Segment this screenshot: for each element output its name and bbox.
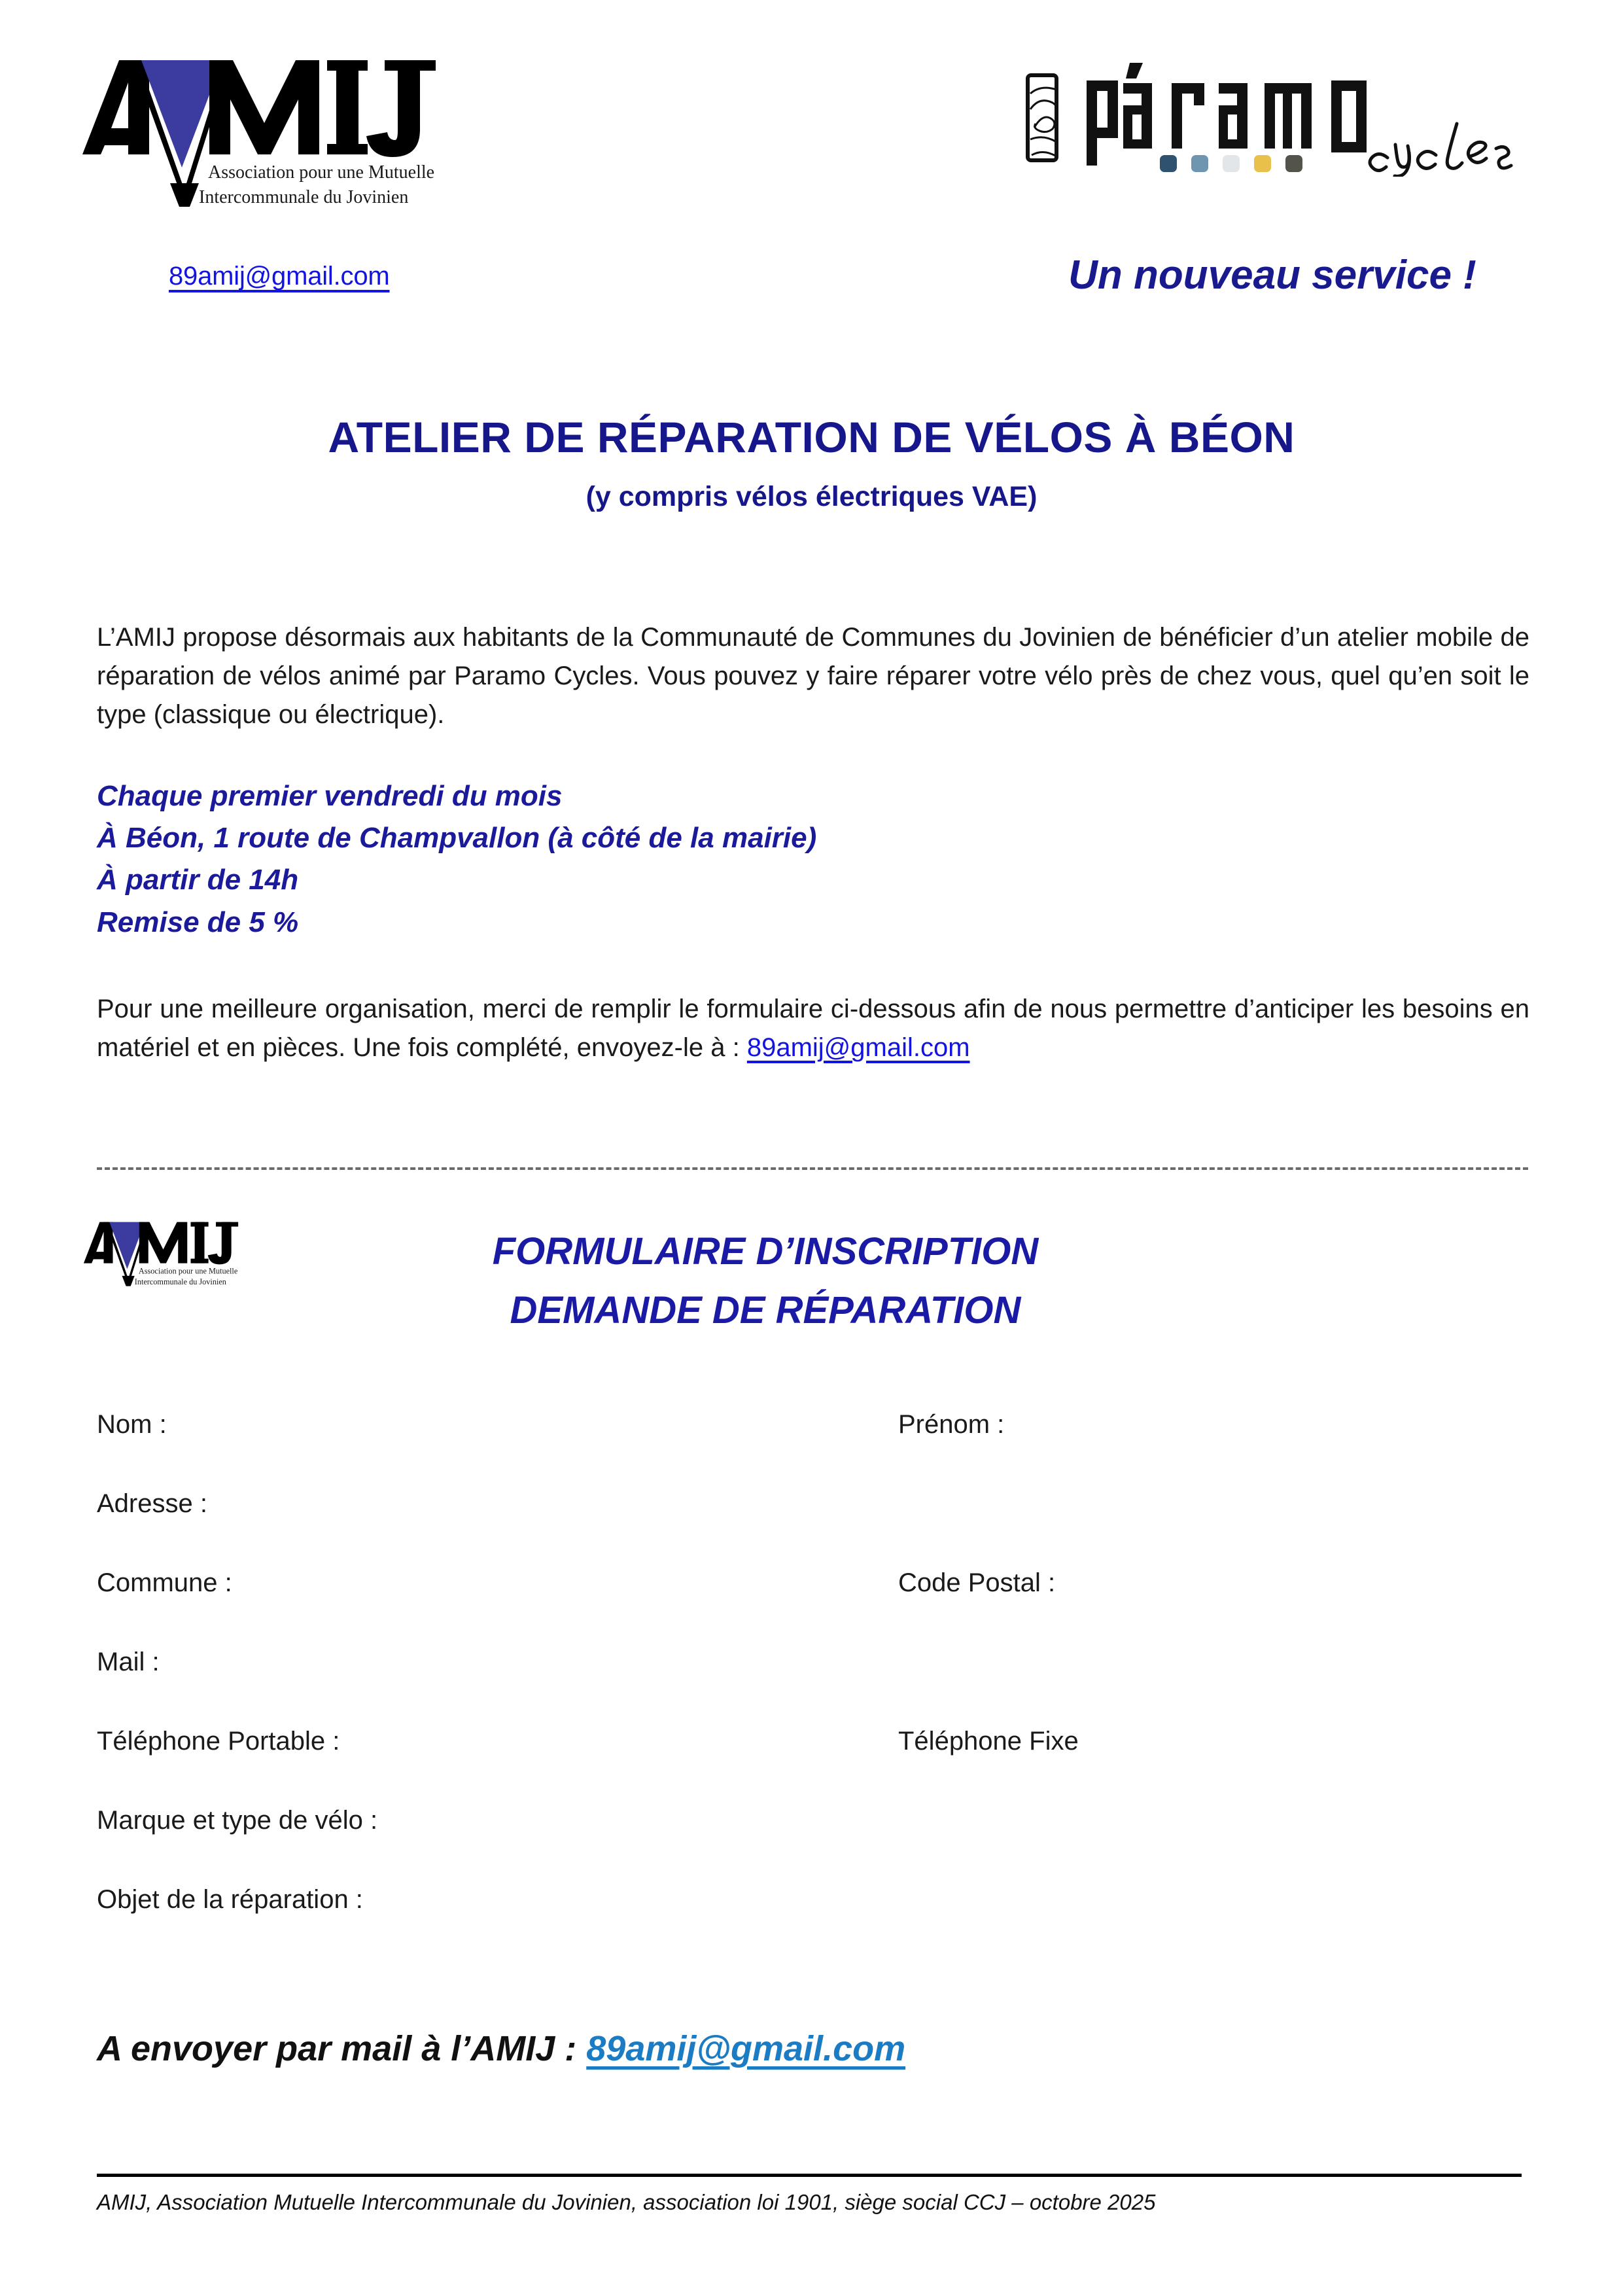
form-instructions xyxy=(97,990,1529,1067)
amij-logo-small-graphic xyxy=(79,1209,262,1296)
amij-small-tagline-line1: Association pour une Mutuelle xyxy=(138,1266,238,1276)
amij-small-tagline-line2: Intercommunale du Jovinien xyxy=(134,1277,226,1286)
closing-instruction-text: A envoyer par mail à l’AMIJ : xyxy=(97,2029,587,2068)
highlight-discount: Remise de 5 % xyxy=(97,906,299,938)
form-heading-line2: DEMANDE DE RÉPARATION xyxy=(510,1288,1021,1332)
form-row-telephone xyxy=(97,1727,1529,1806)
amij-tagline-line1: Association pour une Mutuelle xyxy=(208,162,435,183)
form-heading xyxy=(406,1222,1125,1340)
paramo-dot-5 xyxy=(1285,155,1302,172)
form-row-objet-reparation xyxy=(97,1885,1529,1964)
label-code-postal: Code Postal : xyxy=(898,1568,1056,1597)
amij-logo-small xyxy=(79,1209,262,1296)
highlight-location: À Béon, 1 route de Champvallon (à côté de la mairie) xyxy=(97,822,817,855)
form-row-nom xyxy=(97,1410,1529,1489)
amij-logo-graphic xyxy=(71,31,489,228)
paramo-dot-2 xyxy=(1191,155,1208,172)
amij-logo xyxy=(71,31,489,228)
label-mail: Mail : xyxy=(97,1648,160,1676)
footer-legal-text: AMIJ, Association Mutuelle Intercommunale du Jovinien, association loi 1901, siège social CCJ – octobre 2025 xyxy=(97,2190,1156,2214)
registration-form-fields xyxy=(97,1410,1529,1964)
header-email-link[interactable]: 89amij@gmail.com xyxy=(169,262,390,291)
label-objet-reparation: Objet de la réparation : xyxy=(97,1885,363,1914)
label-nom: Nom : xyxy=(97,1410,167,1439)
footer-divider xyxy=(97,2174,1522,2177)
label-telephone-portable: Téléphone Portable : xyxy=(97,1727,340,1756)
form-row-commune xyxy=(97,1568,1529,1648)
paramo-dot-4 xyxy=(1254,155,1271,172)
form-row-mail xyxy=(97,1648,1529,1727)
label-telephone-fixe: Téléphone Fixe xyxy=(898,1727,1079,1756)
form-row-adresse xyxy=(97,1489,1529,1568)
label-commune: Commune : xyxy=(97,1568,232,1597)
form-instructions-email-link[interactable]: 89amij@gmail.com xyxy=(746,1033,970,1063)
label-adresse: Adresse : xyxy=(97,1489,207,1518)
page-title: ATELIER DE RÉPARATION DE VÉLOS À BÉON xyxy=(328,413,1295,461)
new-service-headline: Un nouveau service ! xyxy=(1068,253,1476,298)
tear-off-divider xyxy=(97,1167,1528,1170)
paramo-letter-m xyxy=(1265,83,1312,149)
label-prenom: Prénom : xyxy=(898,1410,1005,1439)
form-row-marque-velo xyxy=(97,1806,1529,1885)
page-subtitle: (y compris vélos électriques VAE) xyxy=(585,481,1038,512)
form-instructions-text: Pour une meilleure organisation, merci de remplir le formulaire ci-dessous afin de nous permettre d’anticiper les besoins en matériel et en pièces. Une fois complété, envoyez-le à : xyxy=(97,995,1529,1063)
paramo-dot-3 xyxy=(1223,155,1240,172)
closing-email-link[interactable]: 89amij@gmail.com xyxy=(586,2029,906,2068)
paramo-logo-graphic xyxy=(1024,56,1541,177)
closing-instruction xyxy=(97,2028,905,2069)
intro-paragraph: L’AMIJ propose désormais aux habitants de la Communauté de Communes du Jovinien de bénéficier d’un atelier mobile de réparation de vélos animé par Paramo Cycles. Vous pouvez y faire réparer votre vélo près de chez vous, quel qu’en soit le type (classique ou électrique). xyxy=(97,623,1529,730)
paramo-cycles-logo xyxy=(1024,56,1541,177)
paramo-dot-1 xyxy=(1160,155,1177,172)
schedule-highlights xyxy=(97,775,1209,944)
highlight-frequency: Chaque premier vendredi du mois xyxy=(97,780,563,812)
label-marque-type-velo: Marque et type de vélo : xyxy=(97,1806,378,1835)
form-heading-line1: FORMULAIRE D’INSCRIPTION xyxy=(492,1230,1039,1273)
amij-tagline-line2: Intercommunale du Jovinien xyxy=(199,187,409,207)
page-header xyxy=(0,0,1623,340)
highlight-time: À partir de 14h xyxy=(97,864,299,896)
